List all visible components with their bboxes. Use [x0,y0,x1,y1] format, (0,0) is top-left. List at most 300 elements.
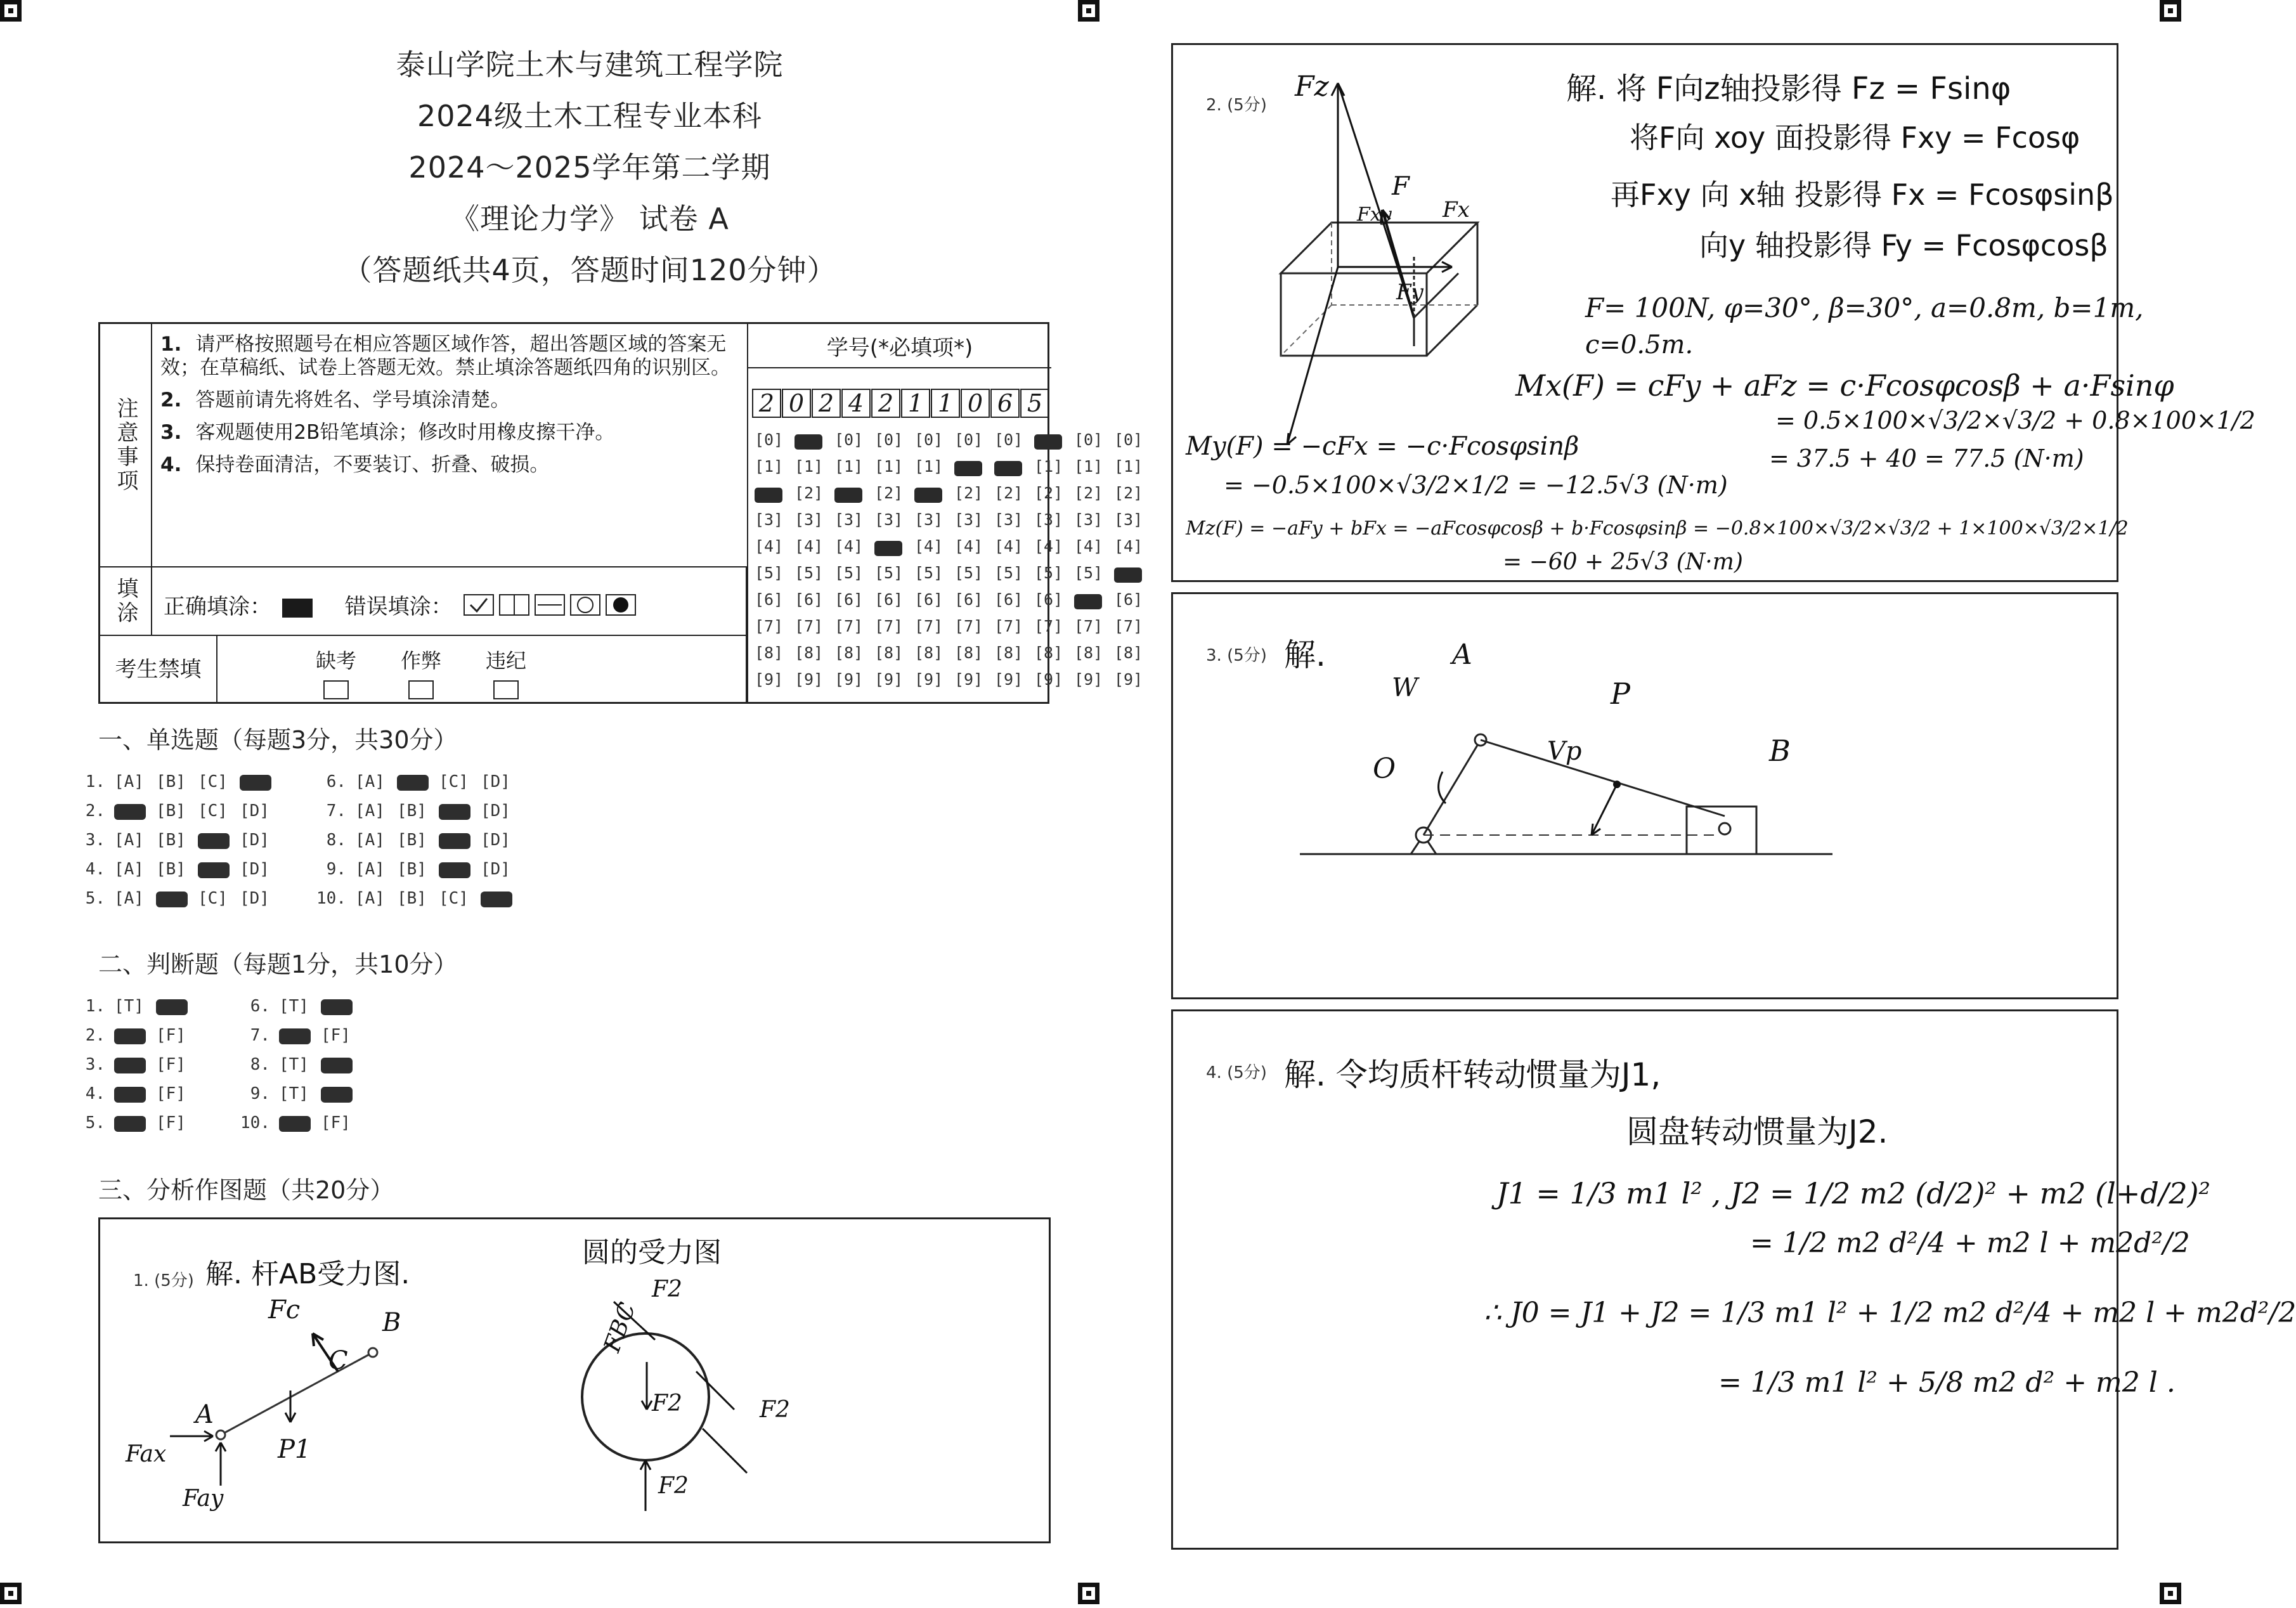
question-number: 7. [250,1026,270,1045]
student-id-bubble[interactable]: [1] [755,457,784,476]
q4-line: 圆盘转动惯量为J2. [1626,1113,1888,1150]
fill-example [164,589,653,623]
student-id-bubble[interactable]: [1] [834,457,864,476]
answer-bubble[interactable]: [A] [355,831,385,850]
corner-mark-top-right [2160,0,2181,22]
student-id-bubble[interactable]: [4] [994,537,1023,555]
notice-item [160,421,744,444]
fill-correct-label: 正确填涂： [164,594,271,619]
student-id-bubble-row [752,564,1151,590]
student-id-bubble[interactable]: [4] [1034,537,1063,555]
q4-line: ∴ J0 = J1 + J2 = 1/3 m1 l² + 1/2 m2 d²/4 + m2 l + m2d²/2 [1484,1297,2296,1329]
question-number: 5. [85,1113,105,1132]
student-id-bubble[interactable]: [2] [874,484,904,502]
answer-bubble[interactable]: [B] [156,860,186,879]
checkbox[interactable] [408,680,434,699]
answer-bubble[interactable] [114,1113,156,1132]
question-number: 9. [250,1084,270,1103]
answer-bubble[interactable]: [D] [481,831,510,850]
student-id-bubble[interactable]: [4] [795,537,824,555]
q1-label: 1. (5分) [133,1271,194,1290]
student-id-digits [752,389,1050,418]
student-id-bubble[interactable]: [0] [1074,431,1103,449]
student-id-bubble[interactable]: [9] [1034,670,1063,689]
wrong-fill-marks [463,592,653,623]
header-line: 《理论力学》 试卷 A [450,202,729,236]
student-id-bubble[interactable]: [2] [1074,484,1103,502]
student-id-bubble[interactable]: [6] [954,590,983,609]
answer-bubble[interactable]: [D] [240,801,269,820]
q3-label-w: W [1392,673,1418,703]
answer-bubble[interactable]: [B] [156,772,186,791]
question-number: 10. [240,1113,270,1132]
answer-bubble[interactable] [198,860,240,879]
answer-bubble[interactable]: [D] [481,801,510,820]
q2-line: c=0.5m. [1585,330,1694,360]
student-id-bubble[interactable]: [0] [834,431,864,449]
exam-opt-cheat[interactable] [401,645,441,699]
fill-wrong-label: 错误填涂： [344,594,453,619]
q3-title: 解. [1284,637,1326,673]
q1-label-a: A [195,1400,214,1429]
notice-text: 答题前请先将姓名、学号填涂清楚。 [195,389,510,412]
question-number: 1. [85,997,105,1016]
answer-bubble[interactable]: [T] [279,1055,309,1074]
student-id-bubble[interactable]: [0] [874,431,904,449]
answer-row [70,801,282,820]
student-id-bubble[interactable]: [9] [834,670,864,689]
question-number: 6. [250,997,270,1016]
q3-label-o: O [1373,753,1396,785]
answer-bubble[interactable] [114,1055,156,1074]
q2-fig-label-fxy: Fxy [1357,204,1392,226]
answer-row [311,889,522,908]
student-id-bubble[interactable]: [2] [994,484,1023,502]
student-id-bubble[interactable]: [8] [1034,644,1063,662]
answer-bubble[interactable]: [A] [114,860,144,879]
student-id-bubble[interactable]: [0] [994,431,1023,449]
student-id-bubble[interactable]: [9] [994,670,1023,689]
question-number: 8. [250,1055,270,1074]
student-id-bubble[interactable] [752,484,792,510]
student-id-bubble[interactable]: [1] [795,457,824,476]
section-title-analysis: 三、分析作图题（共20分） [98,1176,394,1204]
corner-mark-top-middle [1078,0,1099,22]
student-id-bubble[interactable]: [7] [795,617,824,635]
student-id-digit: 2 [752,389,781,418]
divider [747,368,748,703]
student-id-bubble[interactable]: [3] [914,510,944,529]
student-id-bubble[interactable]: [1] [874,457,904,476]
answer-bubble[interactable] [439,860,481,879]
question-number: 5. [85,889,105,908]
student-id-digit: 0 [961,389,990,418]
answer-bubble[interactable]: [A] [114,831,144,850]
student-id-bubble[interactable]: [6] [795,590,824,609]
student-id-bubble[interactable]: [8] [874,644,904,662]
student-id-bubble[interactable]: [5] [914,564,944,582]
answer-bubble[interactable] [156,997,198,1016]
student-id-bubble-row [752,537,1151,564]
answer-bubble[interactable] [397,772,439,791]
student-id-bubble[interactable]: [5] [954,564,983,582]
corner-mark-bottom-left [0,1583,22,1604]
answer-bubble[interactable] [279,1026,321,1045]
student-id-bubble[interactable]: [0] [954,431,983,449]
student-id-bubble[interactable]: [3] [755,510,784,529]
exam-side-label: 考生禁填 [100,636,217,703]
answer-row [70,1026,198,1045]
student-id-bubble[interactable]: [8] [954,644,983,662]
q3-label-b: B [1769,734,1791,768]
student-id-bubble[interactable]: [7] [1034,617,1063,635]
student-id-bubble[interactable]: [8] [914,644,944,662]
student-id-bubble[interactable]: [7] [914,617,944,635]
student-id-bubble[interactable] [992,457,1032,484]
answer-bubble[interactable]: [F] [156,1055,186,1074]
question-number: 9. [326,860,346,879]
student-id-bubble[interactable]: [5] [795,564,824,582]
notice-text: 保持卷面清洁，不要装订、折叠、破损。 [195,453,550,476]
q3-answer-box [1171,592,2118,999]
student-id-bubble[interactable]: [2] [795,484,824,502]
student-id-bubbles[interactable] [752,431,1151,697]
q2-line: F= 100N, φ=30°, β=30°, a=0.8m, b=1m, [1585,292,2144,323]
correct-fill-mark [282,599,313,618]
answer-bubble[interactable]: [B] [397,889,427,908]
checkbox[interactable] [323,680,349,699]
student-id-bubble[interactable]: [4] [1074,537,1103,555]
answer-bubble[interactable] [321,1055,363,1074]
notice-text: 请严格按照题号在相应答题区域作答，超出答题区域的答案无效；在草稿纸、试卷上答题无效。禁止填涂答题纸四角的识别区。 [160,333,730,379]
student-id-bubble[interactable]: [8] [1074,644,1103,662]
student-id-bubble-row [752,484,1151,510]
student-id-bubble[interactable]: [6] [1034,590,1063,609]
section-title-true-false: 二、判断题（每题1分，共10分） [98,950,458,978]
student-id-bubble[interactable]: [9] [954,670,983,689]
answer-bubble[interactable] [114,1084,156,1103]
answer-bubble[interactable]: [F] [156,1113,186,1132]
notice-num: 3. [160,421,182,444]
q4-answer-box [1171,1009,2296,1550]
student-id-bubble[interactable]: [7] [994,617,1023,635]
student-id-bubble[interactable]: [3] [834,510,864,529]
student-id-bubble[interactable]: [3] [795,510,824,529]
answer-row [70,860,282,879]
student-id-digit: 1 [931,389,960,418]
student-id-bubble[interactable]: [8] [795,644,824,662]
corner-mark-top-left [0,0,22,22]
student-id-bubble[interactable] [1072,590,1112,617]
student-id-bubble[interactable]: [3] [1114,510,1143,529]
student-id-bubble[interactable]: [5] [994,564,1023,582]
answer-bubble[interactable]: [A] [355,772,385,791]
answer-bubble[interactable]: [F] [321,1026,351,1045]
answer-bubble[interactable]: [B] [397,860,427,879]
q3-label-vp: Vp [1547,737,1582,766]
student-id-bubble[interactable]: [3] [1034,510,1063,529]
student-id-bubble[interactable]: [9] [755,670,784,689]
answer-row [235,1055,363,1074]
notice-list [160,328,744,486]
notice-item [160,389,744,412]
answer-bubble[interactable]: [A] [114,772,144,791]
student-id-title: 学号(*必填项*) [747,324,1051,368]
q2-line: = 0.5×100×√3/2×√3/2 + 0.8×100×1/2 [1775,406,2255,434]
student-id-bubble[interactable]: [6] [834,590,864,609]
student-id-bubble[interactable] [1112,564,1151,590]
student-id-bubble[interactable]: [3] [994,510,1023,529]
answer-bubble[interactable]: [A] [355,801,385,820]
q2-answer-box [1171,43,2255,582]
answer-bubble[interactable]: [F] [156,1084,186,1103]
student-id-bubble[interactable]: [2] [1034,484,1063,502]
student-id-digit: 5 [1020,389,1049,418]
student-id-bubble[interactable]: [4] [755,537,784,555]
student-id-bubble[interactable]: [7] [1074,617,1103,635]
answer-bubble[interactable] [114,801,156,820]
student-id-bubble-row [752,670,1151,697]
exam-status-row [100,635,747,703]
q2-line: My(F) = −cFx = −c·Fcosφsinβ [1186,432,1579,461]
student-id-bubble[interactable]: [9] [1114,670,1143,689]
header-line: 泰山学院土木与建筑工程学院 [396,48,784,82]
q1-diagram [100,1219,1051,1543]
student-id-bubble[interactable]: [7] [1114,617,1143,635]
q1-label-f2-center: F2 [652,1391,682,1417]
student-id-bubble[interactable]: [7] [834,617,864,635]
student-id-bubble[interactable] [952,457,992,484]
question-number: 3. [85,831,105,850]
answer-bubble[interactable] [156,889,198,908]
answer-bubble[interactable] [279,1113,321,1132]
student-id-bubble[interactable]: [5] [755,564,784,582]
student-id-digit: 1 [901,389,930,418]
student-id-bubble[interactable]: [3] [954,510,983,529]
answer-bubble[interactable]: [B] [156,831,186,850]
student-id-bubble[interactable] [872,537,912,564]
answer-bubble[interactable]: [B] [397,831,427,850]
corner-mark-bottom-right [2160,1583,2181,1604]
answer-bubble[interactable] [439,831,481,850]
answer-row [70,1113,198,1132]
answer-bubble[interactable]: [B] [156,801,186,820]
answer-bubble[interactable] [439,801,481,820]
q2-line: = −0.5×100×√3/2×1/2 = −12.5√3 (N·m) [1224,471,1728,499]
student-id-bubble[interactable]: [5] [1034,564,1063,582]
answer-bubble[interactable] [321,997,363,1016]
q3-label-a: A [1452,639,1472,671]
answer-bubble[interactable]: [C] [198,772,228,791]
answer-row [70,997,198,1016]
student-id-bubble[interactable] [1032,431,1072,457]
answer-bubble[interactable]: [T] [114,997,144,1016]
student-id-bubble[interactable] [912,484,952,510]
student-id-bubble-row [752,644,1151,670]
student-id-bubble[interactable]: [9] [795,670,824,689]
student-id-bubble[interactable]: [9] [874,670,904,689]
answer-row [311,831,522,850]
answer-row [311,772,522,791]
answer-bubble[interactable]: [D] [481,860,510,879]
answer-row [235,1113,363,1132]
answer-bubble[interactable]: [B] [397,801,427,820]
student-id-bubble[interactable]: [3] [1074,510,1103,529]
question-number: 2. [85,801,105,820]
question-number: 3. [85,1055,105,1074]
header-line: 2024级土木工程专业本科 [417,99,763,133]
student-id-bubble[interactable]: [9] [914,670,944,689]
exam-opt-label: 违纪 [486,649,527,673]
q2-fig-label-fy: Fy [1396,280,1424,305]
student-id-bubble[interactable]: [4] [834,537,864,555]
q1-label-fay: Fay [183,1486,224,1512]
student-id-bubble[interactable]: [4] [914,537,944,555]
student-id-bubble[interactable]: [6] [1114,590,1143,609]
q2-line: 将F向 xoy 面投影得 Fxy = Fcosφ [1630,120,2080,155]
q2-line: Mz(F) = −aFy + bFx = −aFcosφcosβ + b·Fcosφsinβ = −0.8×100×√3/2×√3/2 + 1×100×√3/2×1/2 [1186,517,2129,540]
q1-label-fc: Fc [268,1295,301,1325]
question-number: 8. [326,831,346,850]
header-line: （答题纸共4页，答题时间120分钟） [342,253,837,287]
student-id-bubble-row [752,590,1151,617]
student-id-bubble[interactable]: [1] [914,457,944,476]
info-box [98,322,1143,704]
answer-row [70,772,282,791]
answer-bubble[interactable] [321,1084,363,1103]
student-id-bubble[interactable]: [7] [874,617,904,635]
q1-label-f2-bottom: F2 [658,1473,689,1499]
wrong-fill-icons [463,592,653,618]
q2-force-diagram [1268,64,1585,419]
answer-bubble[interactable] [198,831,240,850]
exam-opt-absent[interactable] [316,645,356,699]
answer-bubble[interactable]: [T] [279,1084,309,1103]
student-id-bubble[interactable]: [5] [834,564,864,582]
student-id-bubble[interactable]: [0] [1114,431,1143,449]
student-id-digit: 2 [871,389,900,418]
student-id-bubble[interactable]: [8] [994,644,1023,662]
q2-fig-label-f: F [1392,172,1410,201]
student-id-bubble[interactable]: [0] [755,431,784,449]
answer-bubble[interactable]: [A] [355,860,385,879]
question-number: 1. [85,772,105,791]
q1-label-fbc: FBC [599,1299,641,1356]
notice-text: 客观题使用2B铅笔填涂；修改时用橡皮擦干净。 [195,421,615,444]
answer-bubble[interactable] [240,772,282,791]
student-id-bubble[interactable]: [1] [1074,457,1103,476]
answer-bubble[interactable]: [C] [198,801,228,820]
student-id-bubble[interactable]: [6] [755,590,784,609]
answer-row [70,889,282,908]
notice-side-label: 注意事项 [100,324,152,566]
question-number: 4. [85,860,105,879]
answer-bubble[interactable]: [A] [355,889,385,908]
student-id-bubble[interactable]: [9] [1074,670,1103,689]
answer-bubble[interactable] [114,1026,156,1045]
student-id-bubble[interactable]: [6] [994,590,1023,609]
q1-title-rod: 解. 杆AB受力图. [205,1258,410,1290]
student-id-bubble[interactable]: [6] [874,590,904,609]
answer-row [311,860,522,879]
q4-line: = 1/2 m2 d²/4 + m2 l + m2d²/2 [1750,1227,2190,1259]
student-id-bubble[interactable]: [4] [954,537,983,555]
answer-bubble[interactable]: [F] [156,1026,186,1045]
answer-bubble[interactable]: [F] [321,1113,351,1132]
student-id-bubble[interactable]: [5] [1074,564,1103,582]
answer-bubble[interactable]: [D] [240,860,269,879]
q2-label: 2. (5分) [1206,96,1267,115]
q2-line: 再Fxy 向 x轴 投影得 Fx = Fcosφsinβ [1611,178,2114,212]
answer-row [70,1055,198,1074]
student-id-bubble[interactable]: [2] [1114,484,1143,502]
answer-bubble[interactable]: [D] [481,772,510,791]
student-id-bubble[interactable]: [8] [755,644,784,662]
student-id-bubble[interactable]: [5] [874,564,904,582]
q2-line: = −60 + 25√3 (N·m) [1503,549,1743,575]
answer-bubble[interactable]: [C] [439,889,469,908]
section-title-single-choice: 一、单选题（每题3分，共30分） [98,726,458,754]
exam-opt-violation[interactable] [486,645,526,699]
notice-num: 4. [160,453,182,476]
q1-label-b: B [382,1308,401,1337]
student-id-bubble[interactable]: [8] [1114,644,1143,662]
student-id-bubble[interactable]: [1] [1034,457,1063,476]
answer-bubble[interactable]: [C] [439,772,469,791]
student-id-bubble[interactable]: [6] [914,590,944,609]
q1-label-c: C [328,1346,348,1375]
student-id-bubble[interactable] [792,431,832,457]
answer-bubble[interactable]: [C] [198,889,228,908]
q4-line: = 1/3 m1 l² + 5/8 m2 d² + m2 l . [1718,1366,2176,1399]
answer-bubble[interactable] [481,889,522,908]
student-id-bubble[interactable]: [4] [1114,537,1143,555]
student-id-bubble-row [752,431,1151,457]
q2-fig-label-fz: Fz [1295,70,1329,103]
student-id-bubble-row [752,457,1151,484]
answer-bubble[interactable]: [D] [240,889,269,908]
answer-bubble[interactable]: [T] [279,997,309,1016]
header-line: 2024～2025学年第二学期 [408,150,771,185]
answer-row [235,1084,363,1103]
student-id-bubble[interactable]: [0] [914,431,944,449]
q1-label-fax: Fax [126,1441,167,1467]
student-id-bubble[interactable]: [1] [1114,457,1143,476]
question-number: 2. [85,1026,105,1045]
student-id-bubble[interactable]: [2] [954,484,983,502]
student-id-bubble[interactable] [832,484,872,510]
question-number: 6. [326,772,346,791]
student-id-bubble-row [752,617,1151,644]
student-id-bubble[interactable]: [3] [874,510,904,529]
student-id-bubble[interactable]: [8] [834,644,864,662]
exam-header [247,39,932,296]
checkbox[interactable] [493,680,519,699]
q3-label: 3. (5分) [1206,646,1267,665]
student-id-digit: 0 [782,389,811,418]
q1-label-f2-right: F2 [760,1397,790,1423]
student-id-bubble-row [752,510,1151,537]
student-id-bubble[interactable]: [7] [954,617,983,635]
fill-side-label: 填涂 [100,567,152,635]
question-number: 10. [316,889,346,908]
answer-bubble[interactable]: [A] [114,889,144,908]
q1-answer-box [98,1217,1051,1543]
answer-bubble[interactable]: [D] [240,831,269,850]
notice-item [160,333,744,380]
notice-item [160,453,744,477]
student-id-bubble[interactable]: [7] [755,617,784,635]
